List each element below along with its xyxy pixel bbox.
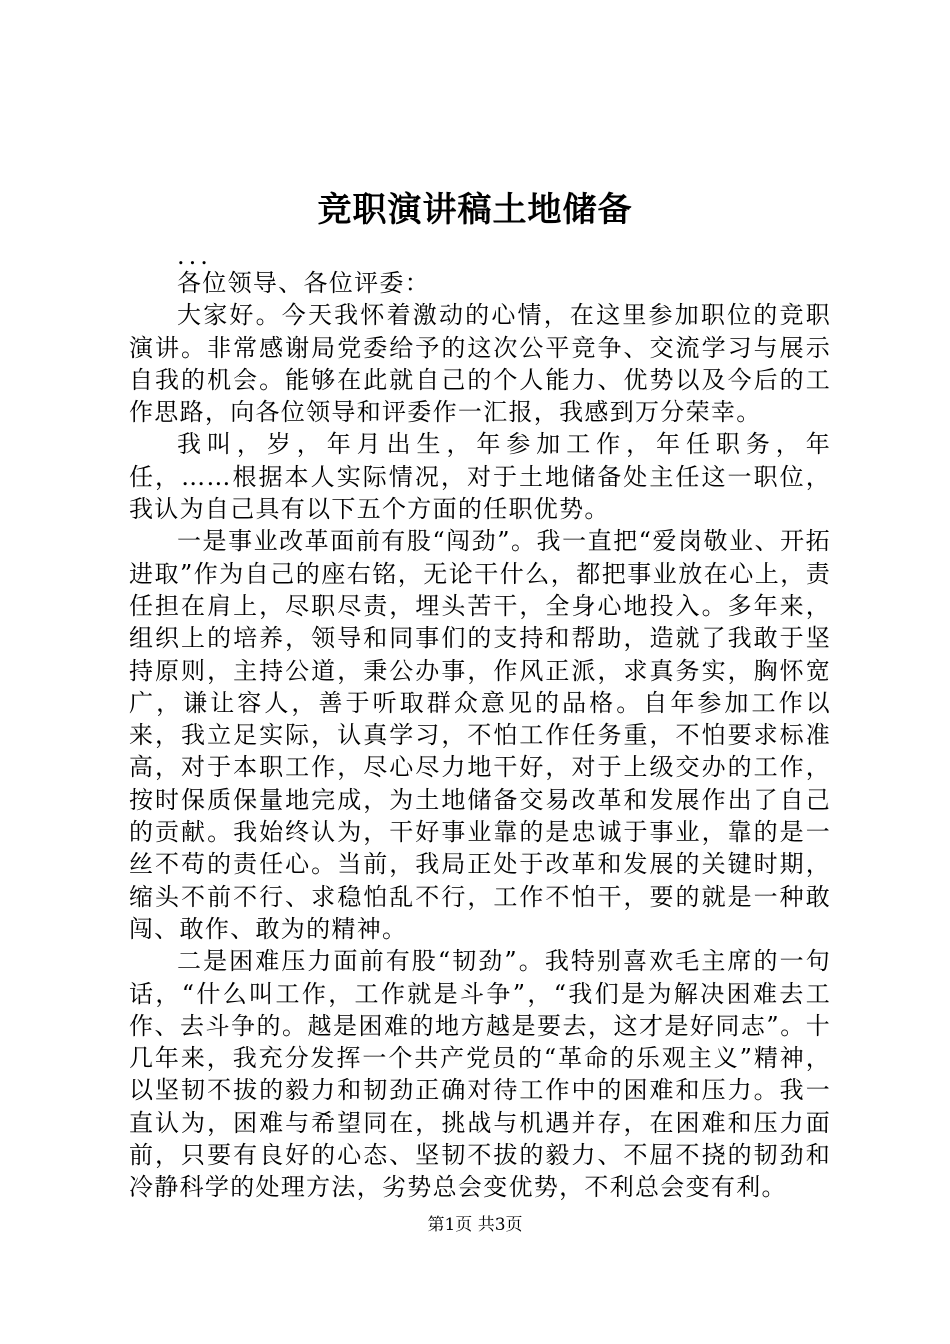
ellipsis-line: ...	[177, 242, 212, 270]
paragraph-introduction: 我叫，岁，年月出生，年参加工作，年任职务，年任，……根据本人实际情况，对于土地储备处主任这一职位，我认为自己具有以下五个方面的任职优势。	[129, 430, 831, 524]
page-number-footer: 第1页 共3页	[427, 1215, 523, 1235]
paragraph-advantage-two: 二是困难压力面前有股“韧劲”。我特别喜欢毛主席的一句话，“什么叫工作，工作就是斗争”，“我们是为解决困难去工作、去斗争的。越是困难的地方越是要去，这才是好同志”。十几年来，我充分发挥一个共产党员的“革命的乐观主义”精神，以坚韧不拔的毅力和韧劲正确对待工作中的困难和压力。我一直认为，困难与希望同在，挑战与机遇并存，在困难和压力面前，只要有良好的心态、坚韧不拔的毅力、不屈不挠的韧劲和冷静科学的处理方法，劣势总会变优势，不利总会变有利。	[129, 947, 831, 1202]
document-body	[129, 242, 831, 1204]
paragraph-greeting: 大家好。今天我怀着激动的心情，在这里参加职位的竞职演讲。非常感谢局党委给予的这次公平竞争、交流学习与展示自我的机会。能够在此就自己的个人能力、优势以及今后的工作思路，向各位领导和评委作一汇报，我感到万分荣幸。	[129, 301, 831, 427]
document-title: 竞职演讲稿土地储备	[317, 190, 633, 230]
paragraph-advantage-one: 一是事业改革面前有股“闯劲”。我一直把“爱岗敬业、开拓进取”作为自己的座右铭，无论干什么，都把事业放在心上，责任担在肩上，尽职尽责，埋头苦干，全身心地投入。多年来，组织上的培养，领导和同事们的支持和帮助，造就了我敢于坚持原则，主持公道，秉公办事，作风正派，求真务实，胸怀宽广，谦让容人，善于听取群众意见的品格。自年参加工作以来，我立足实际，认真学习，不怕工作任务重，不怕要求标准高，对于本职工作，尽心尽力地干好，对于上级交办的工作，按时保质保量地完成，为土地储备交易改革和发展作出了自己的贡献。我始终认为，干好事业靠的是忠诚于事业，靠的是一丝不苟的责任心。当前，我局正处于改革和发展的关键时期，缩头不前不行、求稳怕乱不行，工作不怕干，要的就是一种敢闯、敢作、敢为的精神。	[129, 527, 831, 943]
salutation: 各位领导、各位评委：	[177, 269, 430, 297]
